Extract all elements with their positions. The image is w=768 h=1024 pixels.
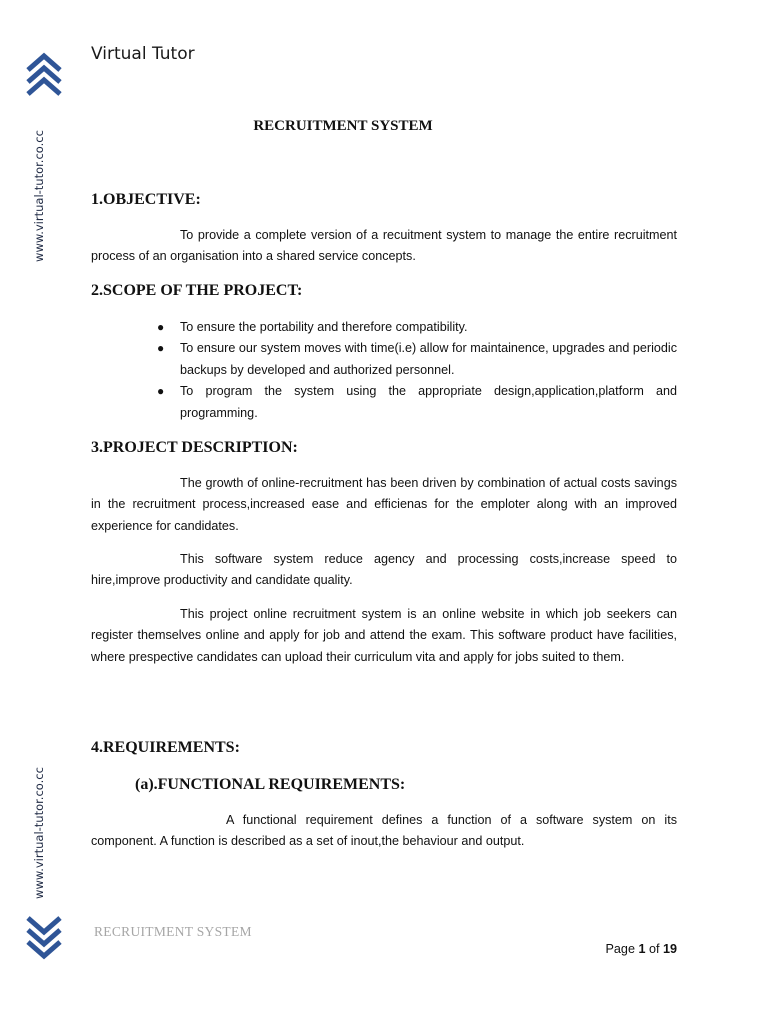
objective-text: To provide a complete version of a recuitment system to manage the entire recruitment process of an organisation into a shared service concepts. (91, 228, 677, 264)
document-title: RECRUITMENT SYSTEM (253, 118, 433, 134)
chevron-up-icon (24, 50, 64, 98)
brand-name: Virtual Tutor (91, 44, 195, 64)
footer-title: RECRUITMENT SYSTEM (94, 924, 252, 939)
scope-bullet-list (157, 317, 677, 424)
functional-requirements-heading: (a).FUNCTIONAL REQUIREMENTS: (135, 776, 406, 793)
bullet-icon: ● (157, 384, 165, 399)
description-paragraph: This project online recruitment system is an online website in which job seekers can register themselves online and apply for job and attend the exam. This software product have facilities, where prespective candidates can upload their curriculum vita and apply for jobs suited to them. (91, 607, 677, 664)
description-paragraph: This software system reduce agency and processing costs,increase speed to hire,improve productivity and candidate quality. (91, 552, 677, 588)
scope-heading: 2.SCOPE OF THE PROJECT: (91, 282, 303, 299)
requirements-heading: 4.REQUIREMENTS: (91, 739, 240, 756)
description-paragraph: The growth of online-recruitment has been driven by combination of actual costs savings in the recruitment process,increased ease and efficienas for the emploter along with an improved experience for candidates. (91, 476, 677, 533)
page-number: Page 1 of 19 (605, 942, 677, 956)
list-item: ● To ensure our system moves with time(i.e) allow for maintainence, upgrades and periodic backups by developed and authorized personnel. (157, 338, 677, 381)
list-item: ● To ensure the portability and therefore compatibility. (157, 317, 677, 338)
functional-requirements-text: A functional requirement defines a function of a software system on its component. A function is described as a set of inout,the behaviour and output. (91, 813, 677, 849)
description-heading: 3.PROJECT DESCRIPTION: (91, 439, 298, 456)
list-item: ● To program the system using the appropriate design,application,platform and programming. (157, 381, 677, 424)
objective-heading: 1.OBJECTIVE: (91, 191, 201, 208)
bullet-icon: ● (157, 320, 165, 334)
chevron-down-icon (24, 914, 64, 962)
bullet-icon: ● (157, 341, 165, 356)
